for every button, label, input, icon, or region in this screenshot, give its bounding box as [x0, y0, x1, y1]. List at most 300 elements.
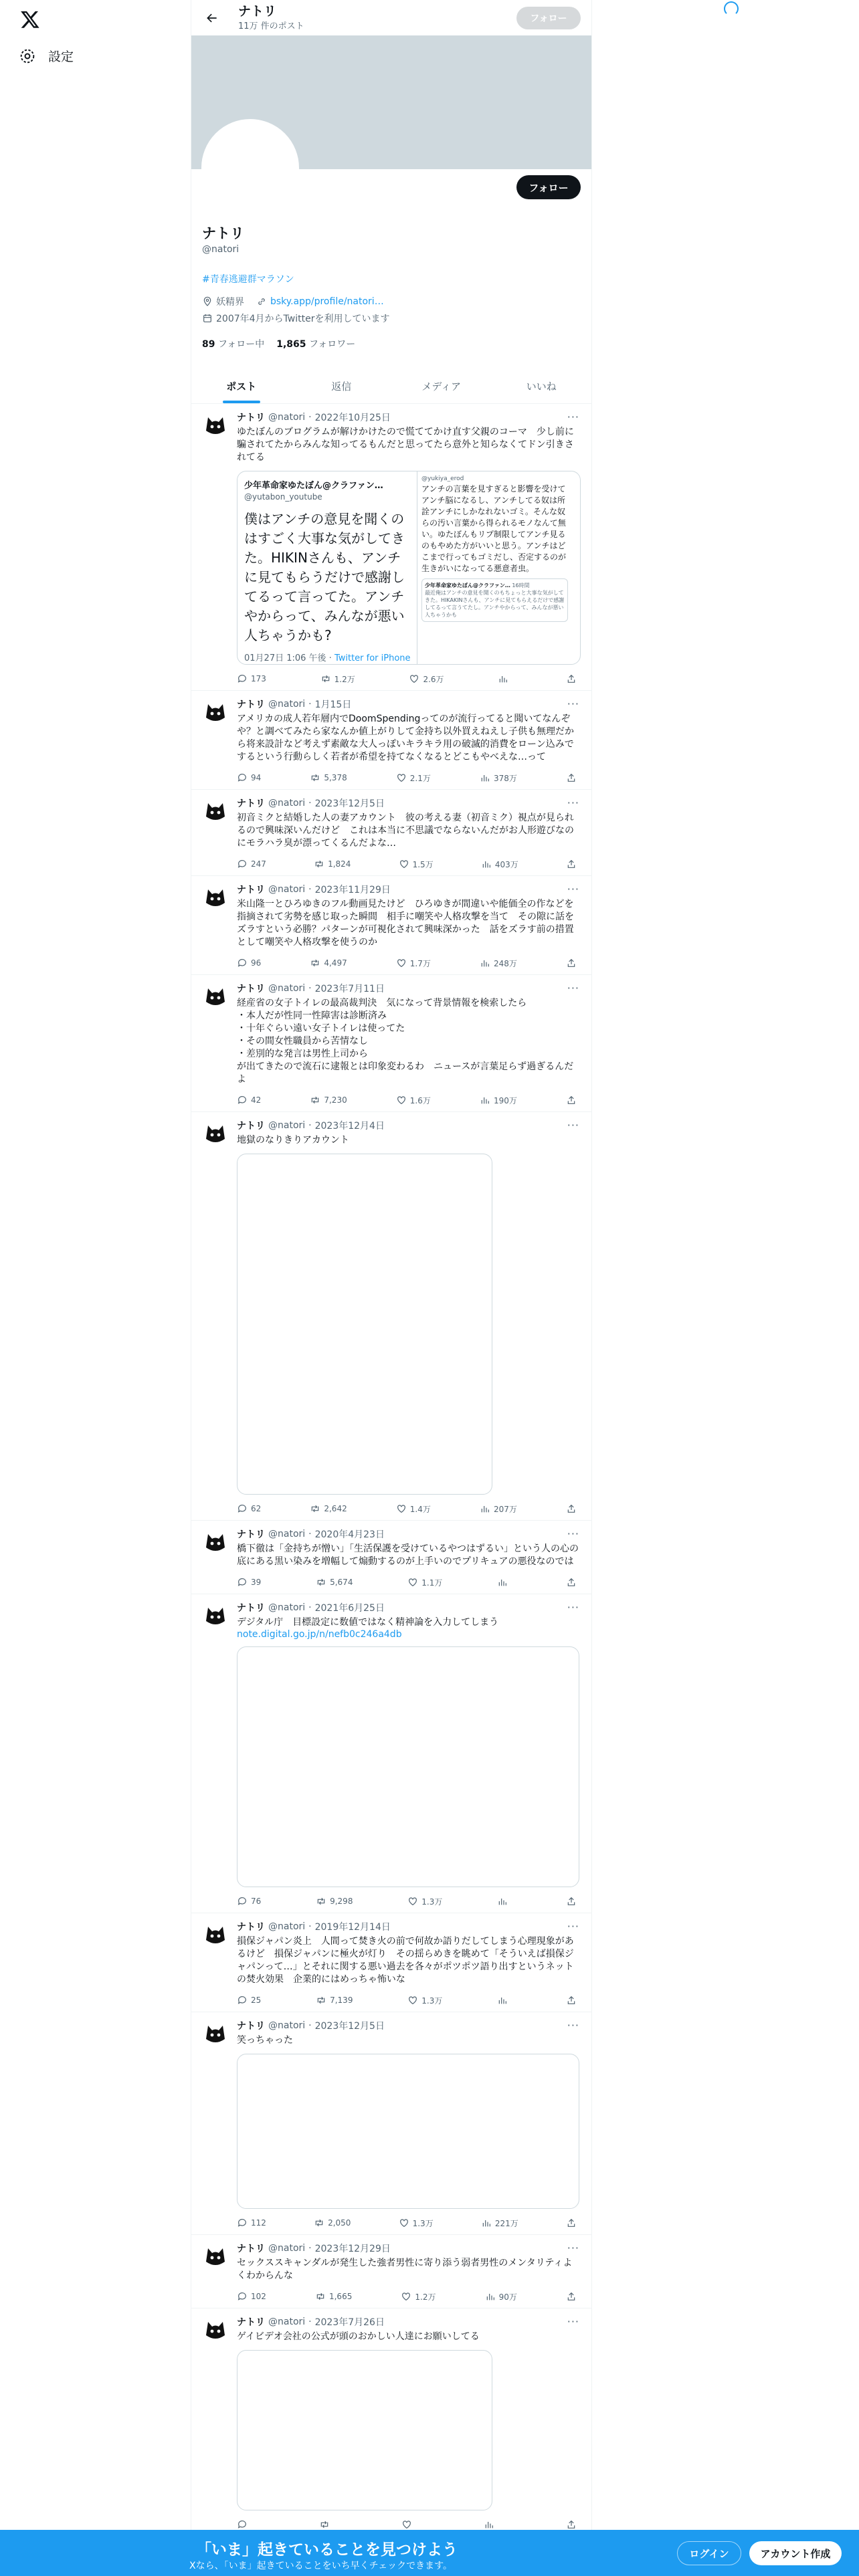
reply-icon: [237, 1896, 248, 1907]
reply-icon: [237, 1503, 248, 1514]
following-count: 89: [202, 339, 215, 350]
followers-label: フォロワー: [309, 339, 356, 350]
views-icon: [485, 2291, 496, 2302]
share-button[interactable]: [566, 1095, 577, 1105]
tweet-dot: ·: [308, 699, 312, 710]
link-icon: [256, 296, 267, 307]
retweet-icon: [319, 2519, 330, 2530]
tweet-author-handle[interactable]: @natori: [268, 884, 306, 895]
tweet-author-name[interactable]: ナトリ: [237, 2317, 265, 2328]
share-icon: [566, 2218, 577, 2228]
tweet-link[interactable]: note.digital.go.jp/n/nefb0c246a4db: [237, 1629, 402, 1640]
tweet-date[interactable]: 2019年12月14日: [314, 1922, 391, 1933]
tweet-actions: [237, 1501, 581, 1516]
tab-replies[interactable]: 返信: [331, 381, 352, 393]
reply-button[interactable]: [237, 772, 261, 783]
share-button[interactable]: [566, 859, 577, 869]
share-button[interactable]: [566, 1896, 577, 1907]
tweet-actions: [237, 857, 581, 871]
heart-icon: [407, 1577, 418, 1588]
retweet-icon: [314, 2218, 324, 2228]
views-button[interactable]: [480, 772, 517, 784]
views-icon: [497, 1995, 508, 2006]
retweet-button[interactable]: [316, 1577, 353, 1588]
tweet-date[interactable]: 2023年7月11日: [314, 984, 385, 994]
tweet-header: [237, 1119, 581, 1132]
views-button[interactable]: [480, 1095, 517, 1106]
reply-icon: [237, 859, 248, 869]
tweet-dot: ·: [308, 798, 312, 809]
heart-icon: [401, 2291, 411, 2302]
views-button[interactable]: [497, 1896, 511, 1907]
tweet-text: 損保ジャパン炎上 人間って焚き火の前で何故か語りだしてしまう心理現象があるけど 損保ジャパンに極火が灯り その揺らめきを眺めて「そういえば損保ジャパンって…」とそれに関する悪い過去を各々がポツポツ語り出すというネットの焚火効果 企業的にはめっちゃ怖いな: [237, 1936, 574, 1985]
tweet-media[interactable]: [237, 1154, 492, 1495]
profile-avatar[interactable]: [201, 119, 299, 217]
like-button[interactable]: [396, 1503, 431, 1515]
tweet-date[interactable]: 2023年12月29日: [314, 2244, 391, 2254]
tweet-author-name[interactable]: ナトリ: [237, 984, 265, 994]
profile-counts: [202, 337, 581, 350]
quote-right-handle: @yukiya_erod: [421, 475, 464, 482]
reply-button[interactable]: [237, 673, 266, 684]
more-options-icon[interactable]: ···: [567, 1920, 579, 1933]
more-options-icon[interactable]: ···: [567, 883, 579, 895]
retweet-button[interactable]: [316, 1896, 353, 1907]
tweet-header: [237, 1920, 581, 1933]
tweet-avatar[interactable]: [202, 1601, 229, 1628]
views-button[interactable]: [485, 2291, 517, 2302]
profile-website[interactable]: [256, 295, 384, 308]
x-logo-icon[interactable]: [20, 9, 40, 29]
reply-icon: [237, 1095, 248, 1105]
quote-right-sub-text: 最近俺はアンチの意見を聞くのもちょっと大事な気がしてきた。HIKAKINさんも、アンチに見てもらえるだけで感謝してるって言うてたし。アンチやからって、みんなが悪い人ちゃうかも: [425, 590, 565, 618]
share-button[interactable]: [566, 2519, 577, 2530]
followers-count: 1,865: [276, 339, 306, 350]
more-options-icon[interactable]: ···: [567, 697, 579, 710]
views-icon: [481, 2218, 492, 2228]
retweet-count: 5,378: [324, 773, 347, 782]
like-count: 1.5万: [412, 859, 434, 869]
like-count: 1.3万: [421, 1996, 443, 2006]
tweet-avatar[interactable]: [202, 411, 229, 437]
quote-date-text: 01月27日 1:06 午後 ·: [244, 653, 335, 663]
tweet-text: 経産省の女子トイレの最高裁判決 気になって背景情報を検索したら ・本人だが性同一性障害は診断済み ・十年ぐらい遠い女子トイレは使ってた ・その間女性職員から苦情なし ・差別的な発言は男性上司から が出てきたので流石に逮報とは印象変わるわ ニュースが言葉足らず過ぎるんだよ: [237, 998, 574, 1085]
tweet-author-name[interactable]: ナトリ: [237, 2021, 265, 2032]
like-count: 2.6万: [423, 674, 444, 684]
tweet[interactable]: [191, 876, 591, 975]
reply-button[interactable]: [237, 859, 266, 869]
tweet[interactable]: [191, 1521, 591, 1594]
share-button[interactable]: [566, 1577, 577, 1588]
like-button[interactable]: [409, 673, 444, 685]
quote-user: 少年革命家ゆたぼん@クラファン…: [244, 481, 383, 491]
tweet-avatar[interactable]: [202, 796, 229, 823]
tweet-body: [237, 2315, 581, 2532]
tweet-author-name[interactable]: ナトリ: [237, 885, 265, 895]
follow-button[interactable]: フォロー: [516, 175, 581, 199]
tweet-dot: ·: [308, 1529, 312, 1539]
tweet-avatar[interactable]: [202, 1527, 229, 1554]
reply-button[interactable]: [237, 1896, 261, 1907]
tweet-dot: ·: [308, 2317, 312, 2327]
tweet-avatar[interactable]: [202, 697, 229, 724]
reply-icon: [237, 1577, 248, 1588]
tweet-header: [237, 1527, 581, 1541]
tweet-actions: [237, 1993, 581, 2008]
views-icon: [498, 673, 508, 684]
tweet-body: [237, 796, 581, 871]
retweet-count: 5,674: [330, 1578, 353, 1587]
retweet-button[interactable]: [315, 2291, 352, 2302]
views-button[interactable]: [484, 2519, 498, 2530]
views-icon: [480, 1503, 490, 1514]
quote-source: Twitter for iPhone: [334, 653, 411, 663]
profile-joined-text: 2007年4月からTwitterを利用しています: [216, 314, 390, 324]
heart-icon: [401, 2519, 412, 2530]
reply-count: 62: [251, 1504, 262, 1513]
reply-icon: [237, 2519, 248, 2530]
more-options-icon[interactable]: ···: [567, 2242, 579, 2254]
heart-icon: [407, 1995, 418, 2006]
tweet-header: [237, 1601, 581, 1614]
tweet-avatar[interactable]: [202, 2315, 229, 2342]
like-button[interactable]: [407, 1577, 442, 1588]
tweet-author-name[interactable]: ナトリ: [237, 798, 265, 809]
tweet-actions: [237, 1575, 581, 1590]
followers-link[interactable]: [276, 337, 355, 350]
reply-count: 173: [251, 674, 266, 683]
tweet-dot: ·: [308, 1602, 312, 1613]
profile-tabs: [191, 369, 591, 404]
views-button[interactable]: [498, 673, 512, 684]
left-nav: [0, 0, 191, 2576]
tweet-avatar[interactable]: [202, 982, 229, 1008]
quote-left: [237, 471, 418, 665]
calendar-icon: [202, 313, 213, 324]
tweet-author-handle[interactable]: @natori: [268, 983, 306, 994]
like-button[interactable]: [396, 772, 431, 784]
like-button[interactable]: [401, 2519, 415, 2530]
tweet-body: [237, 1527, 581, 1590]
tweet-author-handle[interactable]: @natori: [268, 1602, 306, 1613]
retweet-button[interactable]: [310, 958, 347, 968]
share-button[interactable]: [566, 1995, 577, 2006]
retweet-button[interactable]: [320, 673, 355, 685]
reply-count: 25: [251, 1996, 262, 2005]
back-button[interactable]: [201, 7, 223, 29]
views-button[interactable]: [481, 2218, 518, 2229]
signup-banner: [0, 2530, 859, 2576]
quote-date: [244, 651, 411, 663]
reply-button[interactable]: [237, 1503, 261, 1514]
follow-button-top[interactable]: フォロー: [516, 7, 581, 29]
tweet-text: デジタル庁 目標設定に数値ではなく精神論を入力してしまう: [237, 1617, 499, 1628]
retweet-icon: [316, 1995, 326, 2006]
login-button[interactable]: ログイン: [677, 2541, 741, 2565]
tweet-avatar[interactable]: [202, 1119, 229, 1146]
tweet-author-name[interactable]: ナトリ: [237, 1529, 265, 1540]
like-button[interactable]: [401, 2291, 436, 2302]
retweet-icon: [315, 2291, 326, 2302]
signup-button[interactable]: アカウント作成: [749, 2541, 842, 2565]
heart-icon: [396, 1503, 407, 1514]
share-icon: [566, 958, 577, 968]
tweet-actions: [237, 1093, 581, 1107]
share-icon: [566, 1896, 577, 1907]
views-icon: [480, 1095, 490, 1105]
more-options-icon[interactable]: ···: [567, 796, 579, 809]
retweet-icon: [310, 1095, 320, 1105]
views-button[interactable]: [497, 1577, 511, 1588]
tweet[interactable]: [191, 1913, 591, 2012]
tweet-header: [237, 697, 581, 711]
profile-joined: [202, 312, 581, 325]
tweet-author-name[interactable]: ナトリ: [237, 700, 265, 710]
tweet-body: [237, 1601, 581, 1909]
views-button[interactable]: [497, 1995, 511, 2006]
tweet-actions: [237, 956, 581, 970]
retweet-button[interactable]: [319, 2519, 333, 2530]
reply-count: 39: [251, 1578, 262, 1587]
views-count: 90万: [498, 2292, 517, 2302]
tweet-avatar[interactable]: [202, 1920, 229, 1947]
quote-card[interactable]: [237, 471, 581, 665]
tweet-date[interactable]: 2023年7月26日: [314, 2317, 385, 2328]
tweet-body: [237, 982, 581, 1107]
profile-name: ナトリ: [202, 225, 244, 241]
reply-count: 112: [251, 2218, 266, 2228]
views-count: 221万: [494, 2218, 518, 2228]
tweet-header: [237, 2315, 581, 2329]
like-button[interactable]: [399, 859, 434, 870]
arrow-left-icon: [205, 11, 219, 25]
tweet[interactable]: [191, 404, 591, 691]
tweet-dot: ·: [308, 2243, 312, 2254]
share-button[interactable]: [566, 2218, 577, 2228]
top-profile-name: ナトリ: [238, 4, 277, 19]
reply-button[interactable]: [237, 1995, 261, 2006]
heart-icon: [396, 772, 407, 783]
tweet-author-handle[interactable]: @natori: [268, 699, 306, 710]
more-options-icon[interactable]: ···: [567, 411, 579, 423]
reply-button[interactable]: [237, 1095, 261, 1105]
tab-posts[interactable]: ポスト: [191, 369, 292, 403]
reply-button[interactable]: [237, 2519, 251, 2530]
tweet-text: 米山隆一とひろゆきのフル動画見たけど ひろゆきが間違いや能価全の作などを指摘されて劣勢を感じ取った瞬間 相手に嘲笑や人格攻撃を当て その隙に話をズラすという必勝？パターンが可視化されて興味深かった 話をズラす前の措置として嘲笑や人格攻撃を使うのか: [237, 899, 574, 948]
tweet-author-name[interactable]: ナトリ: [237, 413, 265, 423]
like-count: 1.3万: [412, 2218, 434, 2228]
retweet-button[interactable]: [310, 772, 347, 783]
tweet-date[interactable]: 2023年12月5日: [314, 798, 385, 809]
tweet[interactable]: [191, 2309, 591, 2537]
share-icon: [566, 2519, 577, 2530]
retweet-count: 2,642: [324, 1504, 347, 1513]
tweet-date[interactable]: 2023年11月29日: [314, 885, 391, 895]
reply-button[interactable]: [237, 2218, 266, 2228]
views-count: 207万: [493, 1504, 517, 1514]
share-button[interactable]: [566, 2291, 577, 2302]
tweet-date[interactable]: 2023年12月5日: [314, 2021, 385, 2032]
retweet-button[interactable]: [310, 1503, 347, 1514]
reply-button[interactable]: [237, 1577, 261, 1588]
tweet-avatar[interactable]: [202, 883, 229, 909]
reply-count: 96: [251, 958, 262, 968]
retweet-button[interactable]: [310, 1095, 347, 1105]
share-button[interactable]: [566, 673, 577, 684]
profile-website-text[interactable]: bsky.app/profile/natori…: [270, 296, 384, 307]
share-button[interactable]: [566, 958, 577, 968]
more-options-icon[interactable]: ···: [567, 982, 579, 994]
tweet-author-name[interactable]: ナトリ: [237, 2244, 265, 2254]
like-count: 1.6万: [409, 1095, 431, 1105]
tweet-author-name[interactable]: ナトリ: [237, 1603, 265, 1614]
more-options-icon[interactable]: ···: [567, 1527, 579, 1540]
tweet[interactable]: [191, 790, 591, 876]
retweet-icon: [310, 1503, 320, 1514]
tweet[interactable]: [191, 2235, 591, 2309]
tweet[interactable]: [191, 2012, 591, 2235]
share-icon: [566, 1095, 577, 1105]
tweet-body: [237, 411, 581, 686]
share-icon: [566, 1503, 577, 1514]
retweet-count: 9,298: [330, 1897, 353, 1906]
reply-icon: [237, 673, 248, 684]
quote-handle: @yutabon_youtube: [244, 492, 322, 502]
retweet-count: 1,665: [328, 2292, 353, 2301]
tweet-avatar[interactable]: [202, 2242, 229, 2268]
reply-button[interactable]: [237, 958, 261, 968]
tweet-dot: ·: [308, 1921, 312, 1932]
quote-right: [417, 471, 572, 665]
more-options-icon[interactable]: ···: [567, 2019, 579, 2032]
views-icon: [480, 772, 490, 783]
tweet[interactable]: [191, 1594, 591, 1913]
views-count: 248万: [493, 958, 517, 968]
tweet-text: 橋下徹は「金持ちが憎い」「生活保護を受けているやつはずるい」という人の心の底にある黒い染みを増幅して煽動するのが上手いのでプリキュアの悪役なのでは: [237, 1543, 579, 1567]
tweet-actions: [237, 2289, 581, 2304]
tweet-header: [237, 411, 581, 424]
top-bar: [191, 0, 591, 35]
tweet-text: セックススキャンダルが発生した強者男性に寄り添う弱者男性のメンタリティよくわからんな: [237, 2258, 573, 2281]
like-button[interactable]: [399, 2218, 434, 2229]
tweet-date[interactable]: 2020年4月23日: [314, 1529, 385, 1540]
following-link[interactable]: [202, 337, 264, 350]
retweet-count: 2,050: [328, 2218, 351, 2228]
tweet-date[interactable]: 2021年6月25日: [314, 1603, 385, 1614]
reply-icon: [237, 1995, 248, 2006]
reply-button[interactable]: [237, 2291, 266, 2302]
tweet[interactable]: [191, 691, 591, 790]
tweet-text: 地獄のなりきりアカウント: [237, 1135, 349, 1146]
retweet-button[interactable]: [314, 2218, 351, 2228]
timeline: [191, 404, 591, 2537]
share-button[interactable]: [566, 1503, 577, 1514]
tweet-author-handle[interactable]: @natori: [268, 2317, 306, 2327]
profile-meta: [202, 295, 581, 308]
tab-likes[interactable]: いいね: [526, 381, 557, 393]
share-icon: [566, 1995, 577, 2006]
profile-hashtag[interactable]: #青春逃避群マラソン: [202, 274, 294, 285]
tweet-author-handle[interactable]: @natori: [268, 798, 306, 809]
retweet-button[interactable]: [316, 1995, 353, 2006]
top-profile-info: [238, 4, 304, 31]
like-count: 1.3万: [421, 1897, 443, 1907]
tweet-header: [237, 883, 581, 896]
more-options-icon[interactable]: ···: [567, 1601, 579, 1614]
reply-icon: [237, 772, 248, 783]
tweet-body: [237, 1920, 581, 2008]
tweet-author-handle[interactable]: @natori: [268, 1529, 306, 1539]
tweet-media[interactable]: [237, 2350, 492, 2510]
retweet-button[interactable]: [314, 859, 351, 869]
gear-icon: [19, 47, 36, 65]
tweet-author-name[interactable]: ナトリ: [237, 1922, 265, 1933]
tweet[interactable]: [191, 1112, 591, 1521]
views-button[interactable]: [480, 958, 517, 969]
retweet-count: 7,139: [330, 1996, 353, 2005]
heart-icon: [407, 1896, 418, 1907]
profile-column: [191, 0, 592, 2576]
tab-media[interactable]: メディア: [421, 381, 462, 393]
tweet-author-handle[interactable]: @natori: [268, 2243, 306, 2254]
tweet-header: [237, 2019, 581, 2032]
share-button[interactable]: [566, 772, 577, 783]
reply-count: 102: [251, 2292, 266, 2301]
like-button[interactable]: [407, 1995, 442, 2006]
like-button[interactable]: [396, 1095, 431, 1106]
tweet-dot: ·: [308, 1120, 312, 1131]
tweet-author-handle[interactable]: @natori: [268, 1120, 306, 1131]
share-icon: [566, 859, 577, 869]
views-button[interactable]: [481, 859, 518, 870]
retweet-icon: [310, 958, 320, 968]
tweet-author-name[interactable]: ナトリ: [237, 1121, 265, 1132]
tweet-date[interactable]: 2022年10月25日: [314, 413, 391, 423]
profile-location-text: 妖精界: [216, 297, 244, 308]
quote-text: 僕はアンチの意見を聞くのはすごく大事な気がしてきた。HIKINさんも、アンチに見てもらうだけで感謝してるって言ってた。アンチやからって、みんなが悪い人ちゃうかも?: [244, 511, 405, 643]
tweet-body: [237, 697, 581, 785]
views-icon: [497, 1577, 508, 1588]
loading-spinner-icon: [724, 1, 739, 16]
tweet-media[interactable]: [237, 2054, 579, 2209]
tweet[interactable]: [191, 975, 591, 1112]
retweet-count: 4,497: [324, 958, 347, 968]
tweet-author-handle[interactable]: @natori: [268, 2020, 306, 2031]
tweet-text: 笑っちゃった: [237, 2035, 293, 2046]
tweet-avatar[interactable]: [202, 2019, 229, 2046]
more-options-icon[interactable]: ···: [567, 2315, 579, 2328]
like-button[interactable]: [407, 1896, 442, 1907]
nav-settings[interactable]: [19, 47, 74, 65]
tweet-body: [237, 1119, 581, 1516]
tweet-date[interactable]: 1月15日: [314, 700, 352, 710]
views-button[interactable]: [480, 1503, 517, 1515]
tweet-text: ゲイビデオ会社の公式が頭のおかしい人達にお願いしてる: [237, 2331, 480, 2342]
reply-icon: [237, 958, 248, 968]
tweet-actions: [237, 770, 581, 785]
tweet-author-handle[interactable]: @natori: [268, 1921, 306, 1932]
heart-icon: [399, 2218, 409, 2228]
tweet-text: アメリカの成人若年層内でDoomSpendingってのが流行ってると聞いてなんぞや？と調べてみたら家なんか値上がりして金持ち以外買えねえし子供も無理だから将来設計など考えず素敵な大人っぽいキラキラ用の破滅的消費をローン込みでするという行動らしく若者が希望を持てなくなるとどこもやべえな…って: [237, 714, 574, 762]
more-options-icon[interactable]: ···: [567, 1119, 579, 1132]
tweet-dot: ·: [308, 2020, 312, 2031]
tweet-dot: ·: [308, 884, 312, 895]
tweet-date[interactable]: 2023年12月4日: [314, 1121, 385, 1132]
tweet-author-handle[interactable]: @natori: [268, 412, 306, 423]
like-button[interactable]: [396, 958, 431, 969]
tweet-media[interactable]: [237, 1646, 579, 1887]
views-count: 190万: [493, 1095, 517, 1105]
